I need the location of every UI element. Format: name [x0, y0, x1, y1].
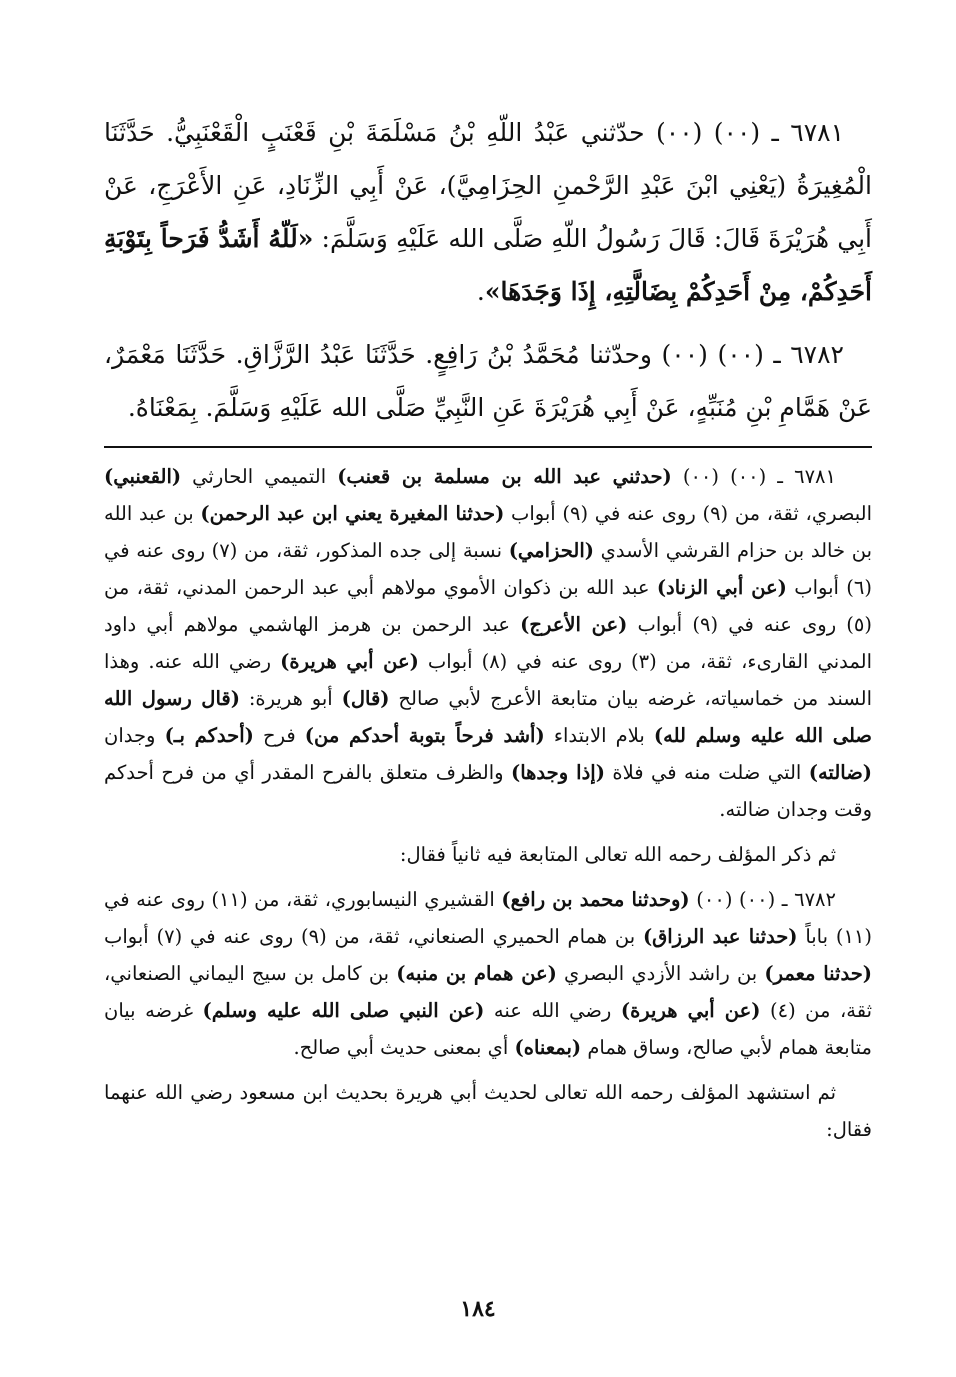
commentary-text: بن راشد الأزدي البصري: [556, 962, 765, 985]
commentary-quote: (عن همام بن منبه): [396, 962, 557, 985]
commentary-text: بن كامل بن سيج اليماني الصنعاني، ثقة، من (٤): [104, 962, 872, 1022]
commentary-block: [104, 458, 872, 1156]
commentary-quote: (القعنبي): [104, 465, 182, 488]
commentary-text: فرح: [253, 724, 305, 747]
hadith-6781: [104, 106, 872, 318]
commentary-6781: [104, 458, 872, 828]
commentary-quote: (حدثنا عبد الرزاق): [642, 925, 798, 948]
commentary-quote: (قال رسول الله صلى الله عليه وسلم لله): [104, 687, 872, 747]
commentary-quote: (عن أبي هريرة): [620, 999, 761, 1022]
commentary-quote: (أشد فرحاً بتوبة أحدكم من): [304, 724, 545, 747]
commentary-text: أي بمعنى حديث أبي صالح.: [293, 1036, 515, 1059]
commentary-quote: (إذا وجدها): [510, 761, 605, 784]
commentary-quote: (عن الأعرج): [520, 613, 628, 636]
commentary-quote: (قال): [341, 687, 390, 710]
commentary-text: رضي الله عنه: [484, 999, 621, 1022]
commentary-text: بن همام الحميري الصنعاني، ثقة، من (٩) روى عنه في (٧) أبواب: [104, 925, 643, 948]
commentary-text: عبد الله بن ذكوان الأموي مولاهم أبي عبد الرحمن المدني، ثقة، من (٥) روى عنه في (٩) أبواب: [104, 576, 872, 636]
commentary-quote: (عن النبي صلى الله عليه وسلم): [202, 999, 485, 1022]
footnote-divider: [104, 446, 872, 448]
commentary-quote: (حدثني عبد الله بن مسلمة بن قعنب): [337, 465, 672, 488]
hadith-6781-prophetic-quote: «لَلّهُ أَشَدُّ فَرَحاً بِتَوْبَةِ أَحَدِكُمْ، مِنْ أَحَدِكُمْ بِضَالَّتِهِ، إِذَا وَجَدَهَا»: [104, 224, 872, 306]
commentary-text: رضي الله عنه. وهذا السند من خماسياته، غرضه بيان متابعة الأعرج لأبي صالح: [104, 650, 872, 710]
commentary-text: بلام الابتداء: [544, 724, 654, 747]
hadith-text-block: [104, 106, 872, 444]
commentary-text: غرضه بيان متابعة همام لأبي صالح، وساق همام: [104, 999, 872, 1059]
commentary-transition-2: ثم استشهد المؤلف رحمه الله تعالى لحديث أبي هريرة بحديث ابن مسعود رضي الله عنهما فقال:: [104, 1081, 872, 1141]
commentary-quote: (ضالته): [808, 761, 872, 784]
commentary-quote: (الحزامي): [508, 539, 594, 562]
commentary-quote: (أحدكم بـ): [164, 724, 254, 747]
commentary-quote: (عن أبي الزناد): [656, 576, 787, 599]
commentary-text: عبد الرحمن بن هرمز الهاشمي مولاهم أبي داود المدني القارىء، ثقة، من (٣) روى عنه في (٨) أبواب: [104, 613, 872, 673]
commentary-text: التميمي الحارثي: [181, 465, 338, 488]
commentary-text: التي ضلت منه في فلاة: [604, 761, 809, 784]
hadith-6781-text: ٦٧٨١ ـ (٠٠) (٠٠) حدّثني عَبْدُ اللّهِ بْنُ مَسْلَمَةَ بْنِ قَعْنَبٍ الْقَعْنَبِيُّ. حَدَّثَنَا الْمُغِيرَةُ (يَعْنِي ابْنَ عَبْدِ الرَّحْمنِ الحِزَامِيَّ)، عَنْ أَبِي الزِّنَادِ، عَنِ الأَعْرَجِ، عَنْ أَبِي هُرَيْرَةَ قَالَ: قَالَ رَسُولُ اللّهِ صَلَّى الله عَلَيْهِ وَسَلَّمَ:: [104, 118, 872, 253]
commentary-6782: [104, 881, 872, 1066]
commentary-quote: (عن أبي هريرة): [280, 650, 419, 673]
commentary-transition-1: ثم ذكر المؤلف رحمه الله تعالى المتابعة فيه ثانياً فقال:: [399, 843, 836, 866]
commentary-quote: (حدثنا معمر): [764, 962, 872, 985]
commentary-text: أبو هريرة:: [239, 687, 342, 710]
commentary-text: ٦٧٨٢ ـ (٠٠) (٠٠): [689, 888, 836, 911]
commentary-text: وجدان: [104, 724, 165, 747]
commentary-text: القشيري النيسابوري، ثقة، من (١١) روى عنه في (١١) باباً: [104, 888, 873, 948]
commentary-quote: (وحدثنا محمد بن رافع): [501, 888, 690, 911]
page-number: ١٨٤: [460, 1296, 496, 1322]
commentary-text: والظرف متعلق بالفرح المقدر أي من فرح أحدكم وقت وجدان ضالته.: [104, 761, 872, 821]
hadith-6781-end: .: [476, 277, 485, 306]
commentary-quote: (بمعناه): [514, 1036, 582, 1059]
commentary-quote: (حدثنا المغيرة يعني ابن عبد الرحمن): [200, 502, 505, 525]
commentary-text: البصري، ثقة، من (٩) روى عنه في (٩) أبواب: [504, 502, 872, 525]
commentary-text: بن عبد الله بن خالد بن حزام القرشي الأسدي: [104, 502, 873, 562]
commentary-text: ٦٧٨١ ـ (٠٠) (٠٠): [671, 465, 836, 488]
hadith-6782: ٦٧٨٢ ـ (٠٠) (٠٠) وحدّثنا مُحَمَّدُ بْنُ رَافِعٍ. حَدَّثَنَا عَبْدُ الرَّزَّاقِ. حَدَّثَنَا مَعْمَرٌ، عَنْ هَمَّامِ بْنِ مُنَبِّهٍ، عَنْ أَبِي هُرَيْرَةَ عَنِ النَّبِيِّ صَلَّى الله عَلَيْهِ وَسَلَّمَ. بِمَعْنَاهُ.: [104, 340, 872, 422]
commentary-text: نسبة إلى جده المذكور، ثقة، من (٧) روى عنه في (٦) أبواب: [104, 539, 873, 599]
